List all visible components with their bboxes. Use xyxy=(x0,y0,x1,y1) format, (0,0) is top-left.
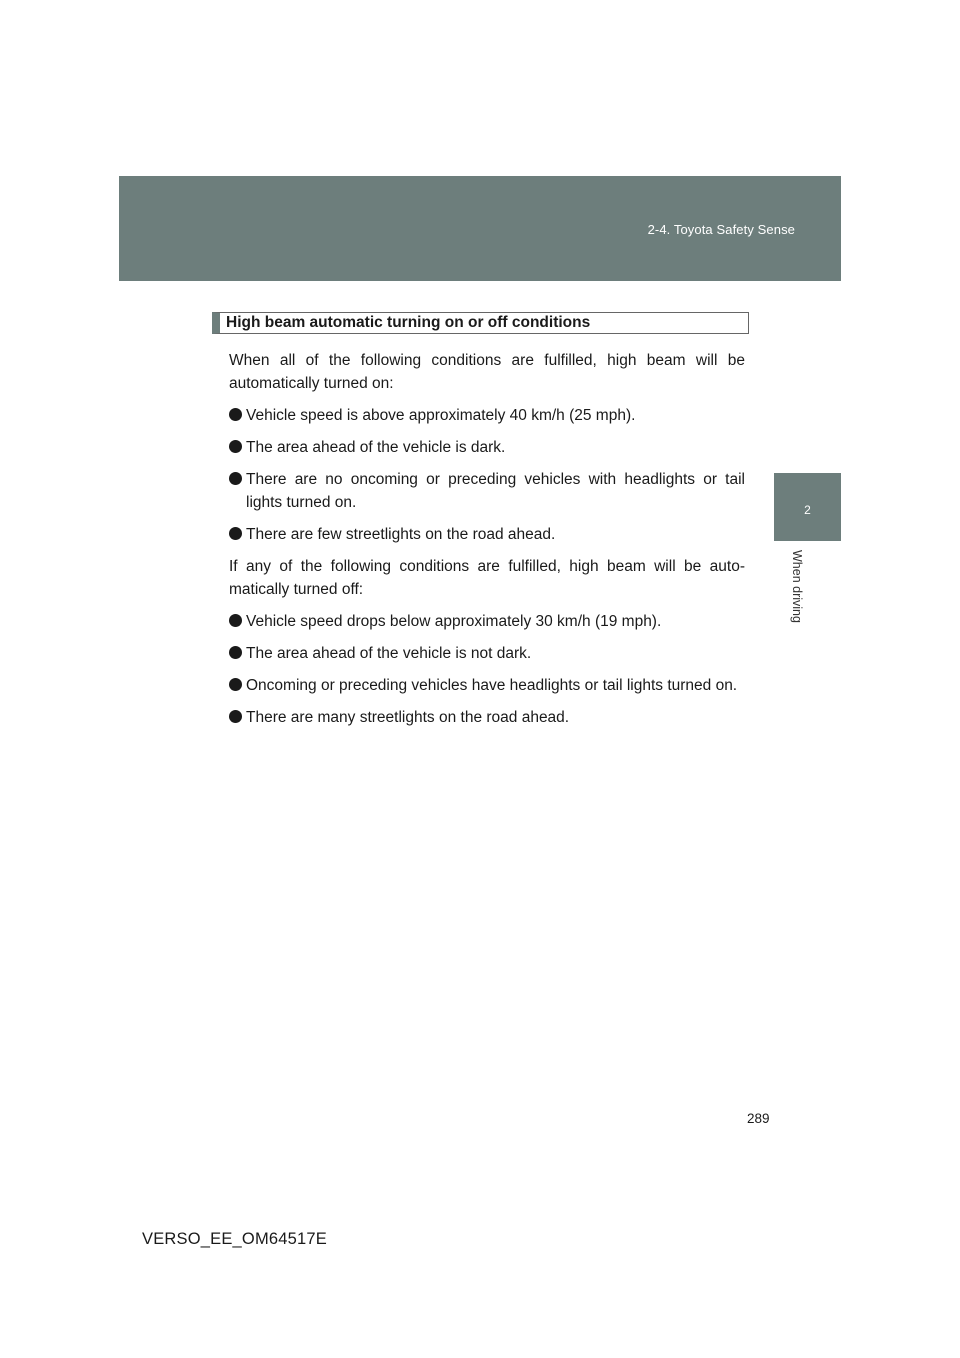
list-item-text: Oncoming or preceding vehicles have headlights or tail lights turned on. xyxy=(246,677,738,694)
subheading: High beam automatic turning on or off conditions xyxy=(212,312,749,334)
chapter-tab xyxy=(774,473,841,541)
turn-off-list xyxy=(229,610,745,729)
bullet-icon xyxy=(229,710,242,723)
bullet-icon xyxy=(229,440,242,453)
section-title: 2-4. Toyota Safety Sense xyxy=(647,222,795,237)
list-item xyxy=(229,674,745,697)
list-item-text: Vehicle speed is above approximately 40 km/h (25 mph). xyxy=(246,407,636,424)
list-item-text: Vehicle speed drops below approximately 30 km/h (19 mph). xyxy=(246,613,662,630)
turn-on-intro: When all of the following conditions are fulfilled, high beam will be automatically turned on: xyxy=(229,352,745,392)
bullet-icon xyxy=(229,678,242,691)
bullet-icon xyxy=(229,614,242,627)
bullet-icon xyxy=(229,527,242,540)
turn-on-list xyxy=(229,404,745,546)
bullet-icon xyxy=(229,408,242,421)
list-item-text: The area ahead of the vehicle is dark. xyxy=(246,439,506,456)
list-item xyxy=(229,404,745,427)
chapter-label: When driving xyxy=(790,550,804,623)
bullet-icon xyxy=(229,472,242,485)
turn-off-intro: If any of the following conditions are fulfilled, high beam will be auto-matically turned off: xyxy=(229,558,745,598)
list-item-text: The area ahead of the vehicle is not dark. xyxy=(246,645,532,662)
list-item xyxy=(229,523,745,546)
list-item-text: There are many streetlights on the road ahead. xyxy=(246,709,570,726)
bullet-icon xyxy=(229,646,242,659)
list-item-text: There are few streetlights on the road ahead. xyxy=(246,526,556,543)
page-number: 289 xyxy=(747,1111,770,1126)
list-item xyxy=(229,610,745,633)
list-item xyxy=(229,436,745,459)
list-item-text: There are no oncoming or preceding vehicles with headlights or tail lights turned on. xyxy=(246,471,745,511)
list-item xyxy=(229,706,745,729)
list-item xyxy=(229,468,745,514)
header-band xyxy=(119,176,841,281)
main-content xyxy=(229,349,745,738)
chapter-number: 2 xyxy=(804,503,811,517)
document-code: VERSO_EE_OM64517E xyxy=(142,1230,327,1248)
list-item xyxy=(229,642,745,665)
